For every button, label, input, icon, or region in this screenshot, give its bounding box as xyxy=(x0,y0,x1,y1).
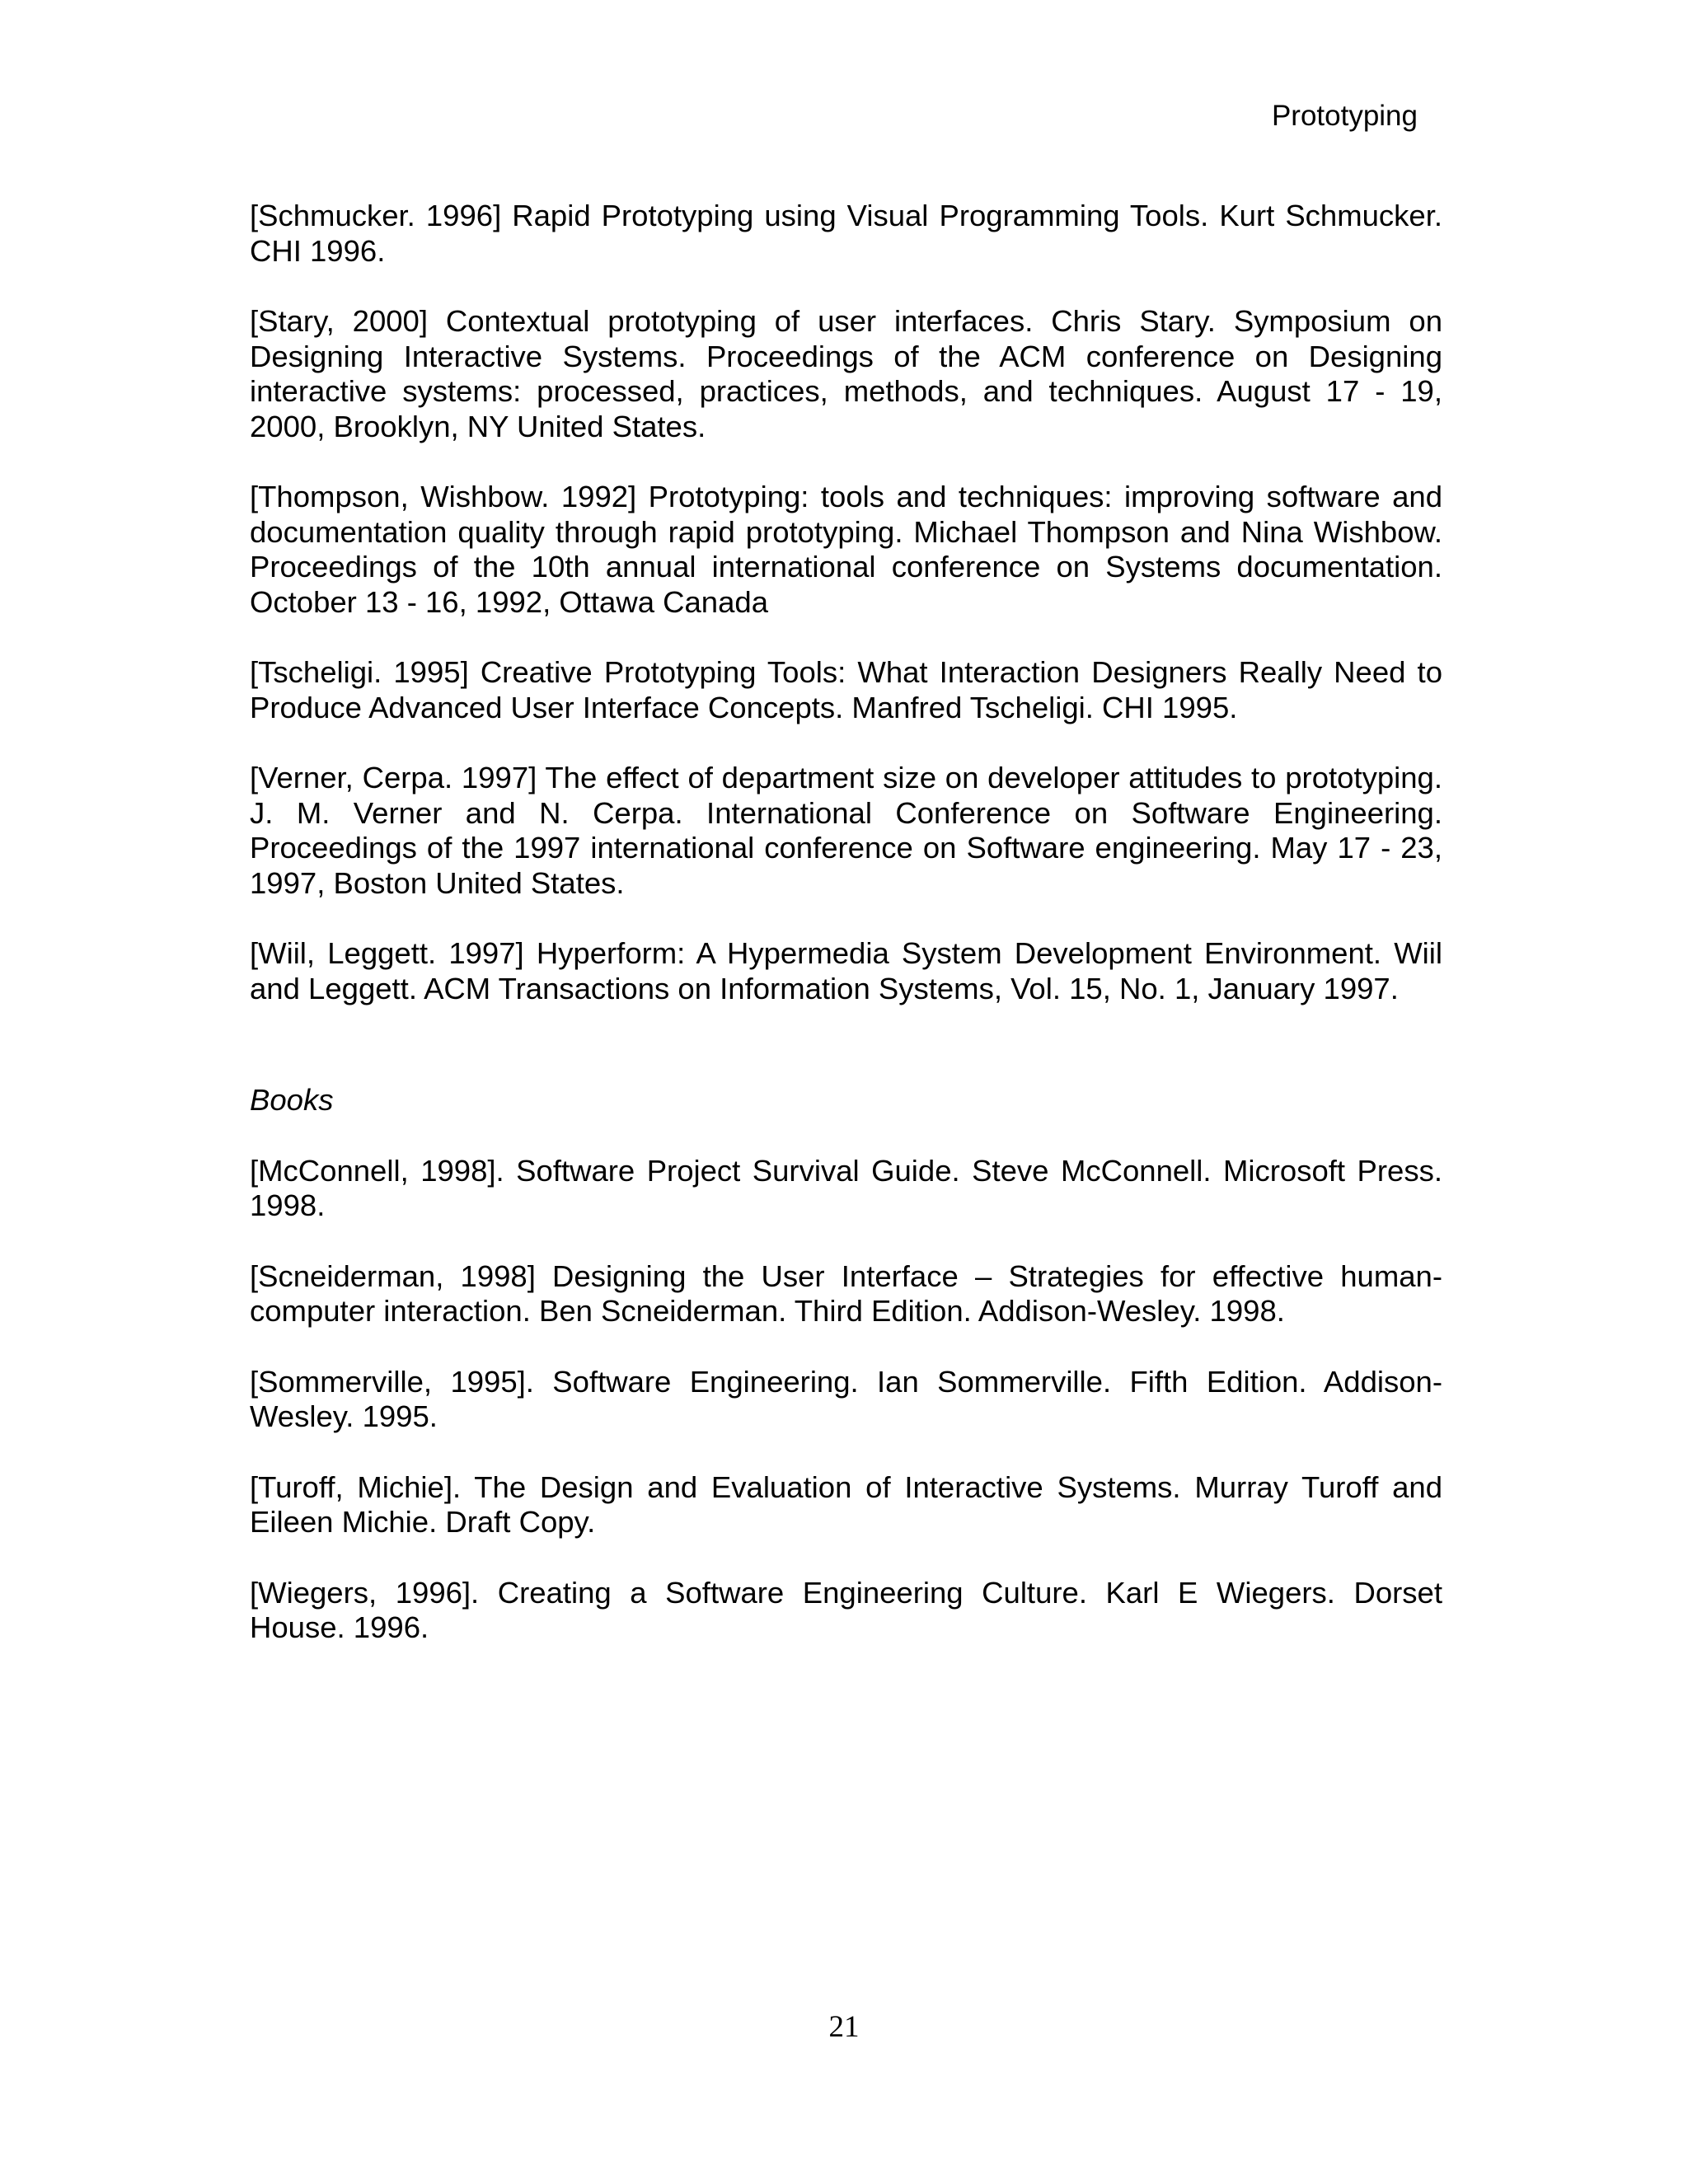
reference-entry: [Wiil, Leggett. 1997] Hyperform: A Hypermedia System Development Environment. Wiil and Leggett. ACM Transactions on Information Systems, Vol. 15, No. 1, January 1997. xyxy=(250,936,1442,1005)
page-number: 21 xyxy=(828,2010,860,2044)
books-section-heading: Books xyxy=(250,1083,334,1117)
book-reference-entry: [Turoff, Michie]. The Design and Evaluation of Interactive Systems. Murray Turoff and Eileen Michie. Draft Copy. xyxy=(250,1469,1442,1539)
reference-entry: [Schmucker. 1996] Rapid Prototyping using Visual Programming Tools. Kurt Schmucker. CHI 1996. xyxy=(250,199,1442,268)
reference-entry: [Verner, Cerpa. 1997] The effect of department size on developer attitudes to prototyping. J. M. Verner and N. Cerpa. International Conference on Software Engineering. Proceedings of the 1997 international conference on Software engineering. May 17 - 23, 1997, Boston United States. xyxy=(250,761,1442,900)
book-reference-entry: [McConnell, 1998]. Software Project Survival Guide. Steve McConnell. Microsoft Press. 1998. xyxy=(250,1153,1442,1222)
book-reference-entry: [Scneiderman, 1998] Designing the User Interface – Strategies for effective human-computer interaction. Ben Scneiderman. Third Edition. Addison-Wesley. 1998. xyxy=(250,1258,1442,1328)
book-reference-entry: [Wiegers, 1996]. Creating a Software Engineering Culture. Karl E Wiegers. Dorset House. 1996. xyxy=(250,1575,1442,1644)
reference-entry: [Thompson, Wishbow. 1992] Prototyping: tools and techniques: improving software and documentation quality through rapid prototyping. Michael Thompson and Nina Wishbow. Proceedings of the 10th annual international conference on Systems documentation. October 13 - 16, 1992, Ottawa Canada xyxy=(250,480,1442,619)
book-reference-entry: [Sommerville, 1995]. Software Engineering. Ian Sommerville. Fifth Edition. Addison-Wesley. 1995. xyxy=(250,1364,1442,1433)
reference-entry: [Stary, 2000] Contextual prototyping of user interfaces. Chris Stary. Symposium on Designing Interactive Systems. Proceedings of the ACM conference on Designing interactive systems: processed, practices, methods, and techniques. August 17 - 19, 2000, Brooklyn, NY United States. xyxy=(250,304,1442,443)
reference-entry: [Tscheligi. 1995] Creative Prototyping Tools: What Interaction Designers Really Need to Produce Advanced User Interface Concepts. Manfred Tscheligi. CHI 1995. xyxy=(250,655,1442,724)
running-header-title: Prototyping xyxy=(1271,100,1418,132)
references-content xyxy=(250,199,1442,1681)
